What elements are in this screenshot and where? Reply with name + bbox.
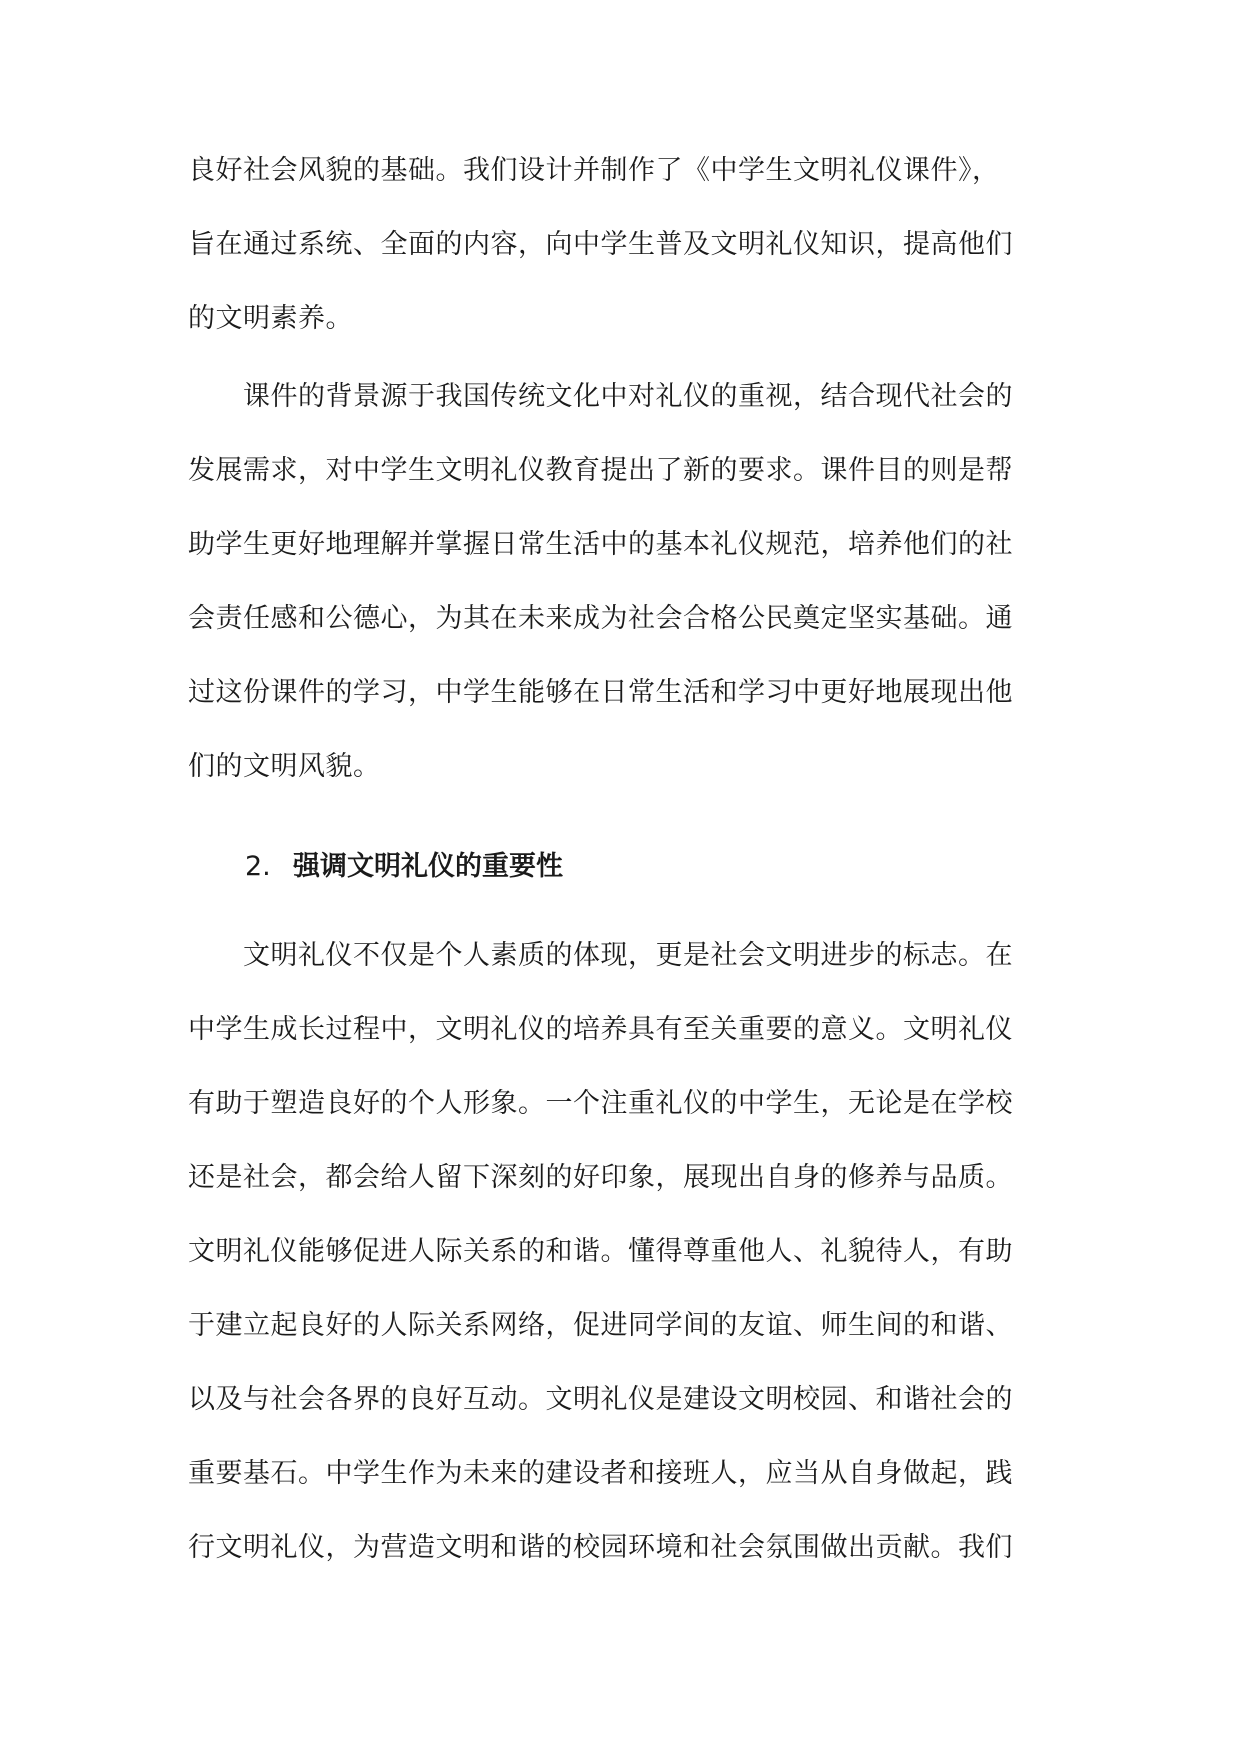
paragraph-line: 助学生更好地理解并掌握日常生活中的基本礼仪规范，培养他们的社: [188, 529, 1013, 560]
paragraph-line: 重要基石。中学生作为未来的建设者和接班人，应当从自身做起，践: [188, 1458, 1013, 1489]
paragraph-line: 旨在通过系统、全面的内容，向中学生普及文明礼仪知识，提高他们: [188, 229, 1013, 260]
section-title: 强调文明礼仪的重要性: [293, 851, 563, 882]
paragraph-1: [188, 134, 1058, 356]
paragraph-line: 会责任感和公德心，为其在未来成为社会合格公民奠定坚实基础。通: [188, 603, 1013, 634]
paragraph-line: 还是社会，都会给人留下深刻的好印象，展现出自身的修养与品质。: [188, 1162, 1013, 1193]
paragraph-line: 们的文明风貌。: [188, 751, 381, 782]
section-number: 2.: [245, 851, 271, 882]
paragraph-line: 行文明礼仪，为营造文明和谐的校园环境和社会氛围做出贡献。我们: [188, 1532, 1013, 1563]
paragraph-line: 发展需求，对中学生文明礼仪教育提出了新的要求。课件目的则是帮: [188, 455, 1013, 486]
paragraph-line: 文明礼仪不仅是个人素质的体现，更是社会文明进步的标志。在: [188, 940, 1013, 971]
paragraph-line: 课件的背景源于我国传统文化中对礼仪的重视，结合现代社会的: [188, 381, 1013, 412]
paragraph-line: 的文明素养。: [188, 303, 353, 334]
paragraph-3: [188, 919, 1058, 1585]
paragraph-line: 文明礼仪能够促进人际关系的和谐。懂得尊重他人、礼貌待人，有助: [188, 1236, 1013, 1267]
paragraph-line: 以及与社会各界的良好互动。文明礼仪是建设文明校园、和谐社会的: [188, 1384, 1013, 1415]
paragraph-line: 良好社会风貌的基础。我们设计并制作了《中学生文明礼仪课件》，: [188, 155, 1000, 186]
paragraph-line: 于建立起良好的人际关系网络，促进同学间的友谊、师生间的和谐、: [188, 1310, 1013, 1341]
paragraph-line: 过这份课件的学习，中学生能够在日常生活和学习中更好地展现出他: [188, 677, 1013, 708]
paragraph-line: 有助于塑造良好的个人形象。一个注重礼仪的中学生，无论是在学校: [188, 1088, 1013, 1119]
paragraph-line: 中学生成长过程中，文明礼仪的培养具有至关重要的意义。文明礼仪: [188, 1014, 1013, 1045]
section-heading: [245, 845, 563, 889]
paragraph-2: [188, 360, 1058, 804]
